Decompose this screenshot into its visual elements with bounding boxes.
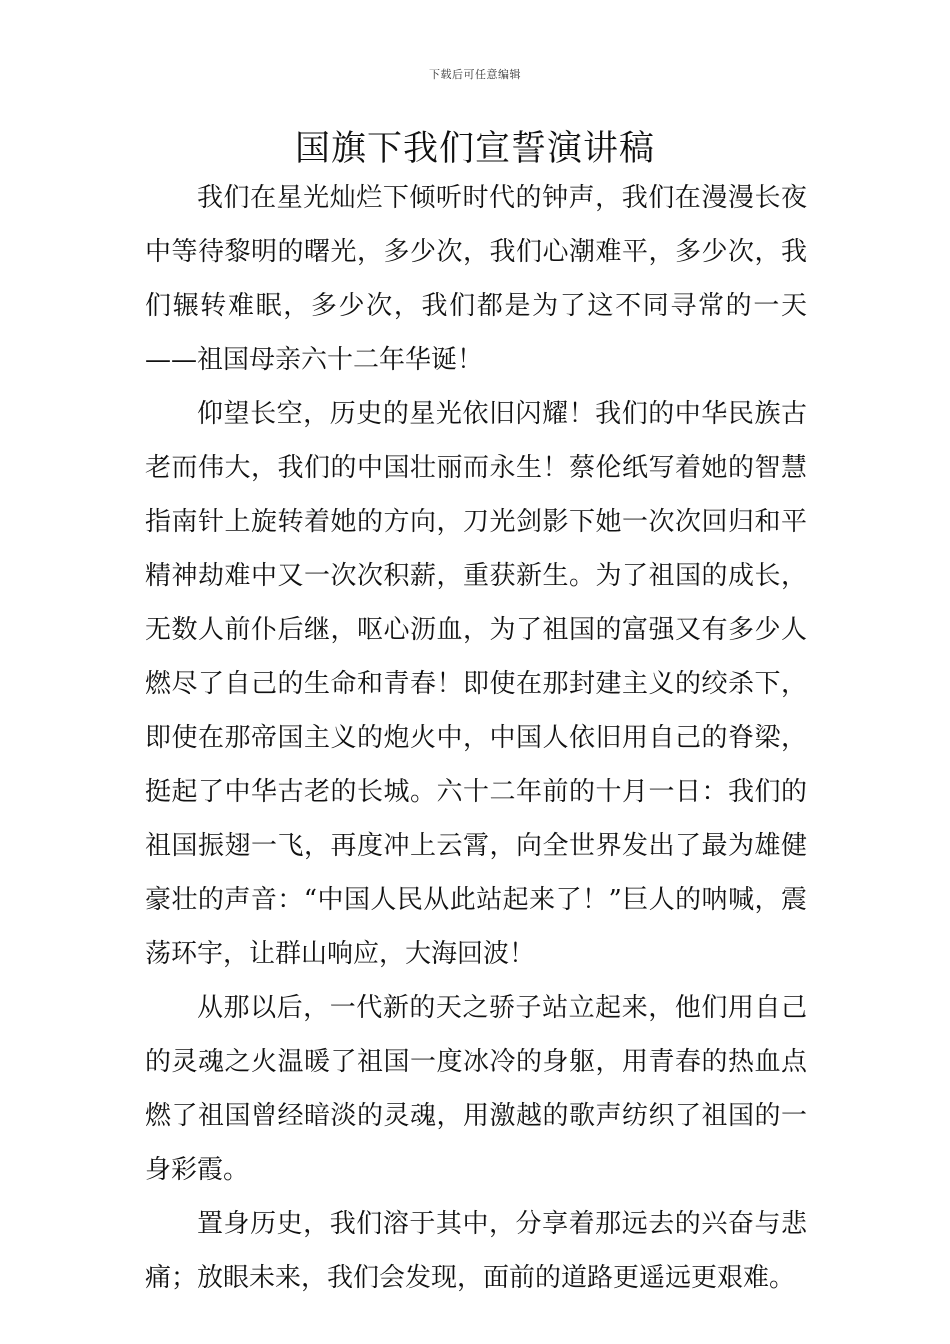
paragraph: 从那以后，一代新的天之骄子站立起来，他们用自己的灵魂之火温暖了祖国一度冰冷的身躯，用青春的热血点燃了祖国曾经暗淡的灵魂，用激越的歌声纺织了祖国的一身彩霞。 bbox=[145, 993, 807, 1185]
paragraph: 仰望长空，历史的星光依旧闪耀！我们的中华民族古老而伟大，我们的中国壮丽而永生！蔡伦纸写着她的智慧指南针上旋转着她的方向，刀光剑影下她一次次回归和平精神劫难中又一次次积薪，重获新生。为了祖国的成长，无数人前仆后继，呕心沥血，为了祖国的富强又有多少人燃尽了自己的生命和青春！即使在那封建主义的绞杀下，即使在那帝国主义的炮火中，中国人依旧用自己的脊梁，挺起了中华古老的长城。六十二年前的十月一日：我们的祖国振翅一飞，再度冲上云霄，向全世界发出了最为雄健豪壮的声音：“中国人民从此站起来了！”巨人的呐喊，震荡环宇，让群山响应，大海回波！ bbox=[145, 399, 807, 969]
header-note: 下载后可任意编辑 bbox=[429, 68, 521, 81]
paragraph: 我们在星光灿烂下倾听时代的钟声，我们在漫漫长夜中等待黎明的曙光，多少次，我们心潮难平，多少次，我们辗转难眠，多少次，我们都是为了这不同寻常的一天——祖国母亲六十二年华诞！ bbox=[145, 183, 807, 375]
paragraph: 置身历史，我们溶于其中，分享着那远去的兴奋与悲痛；放眼未来，我们会发现，面前的道路更遥远更艰难。 bbox=[145, 1209, 807, 1293]
document-body bbox=[145, 171, 807, 1305]
document-title: 国旗下我们宣誓演讲稿 bbox=[294, 129, 655, 169]
